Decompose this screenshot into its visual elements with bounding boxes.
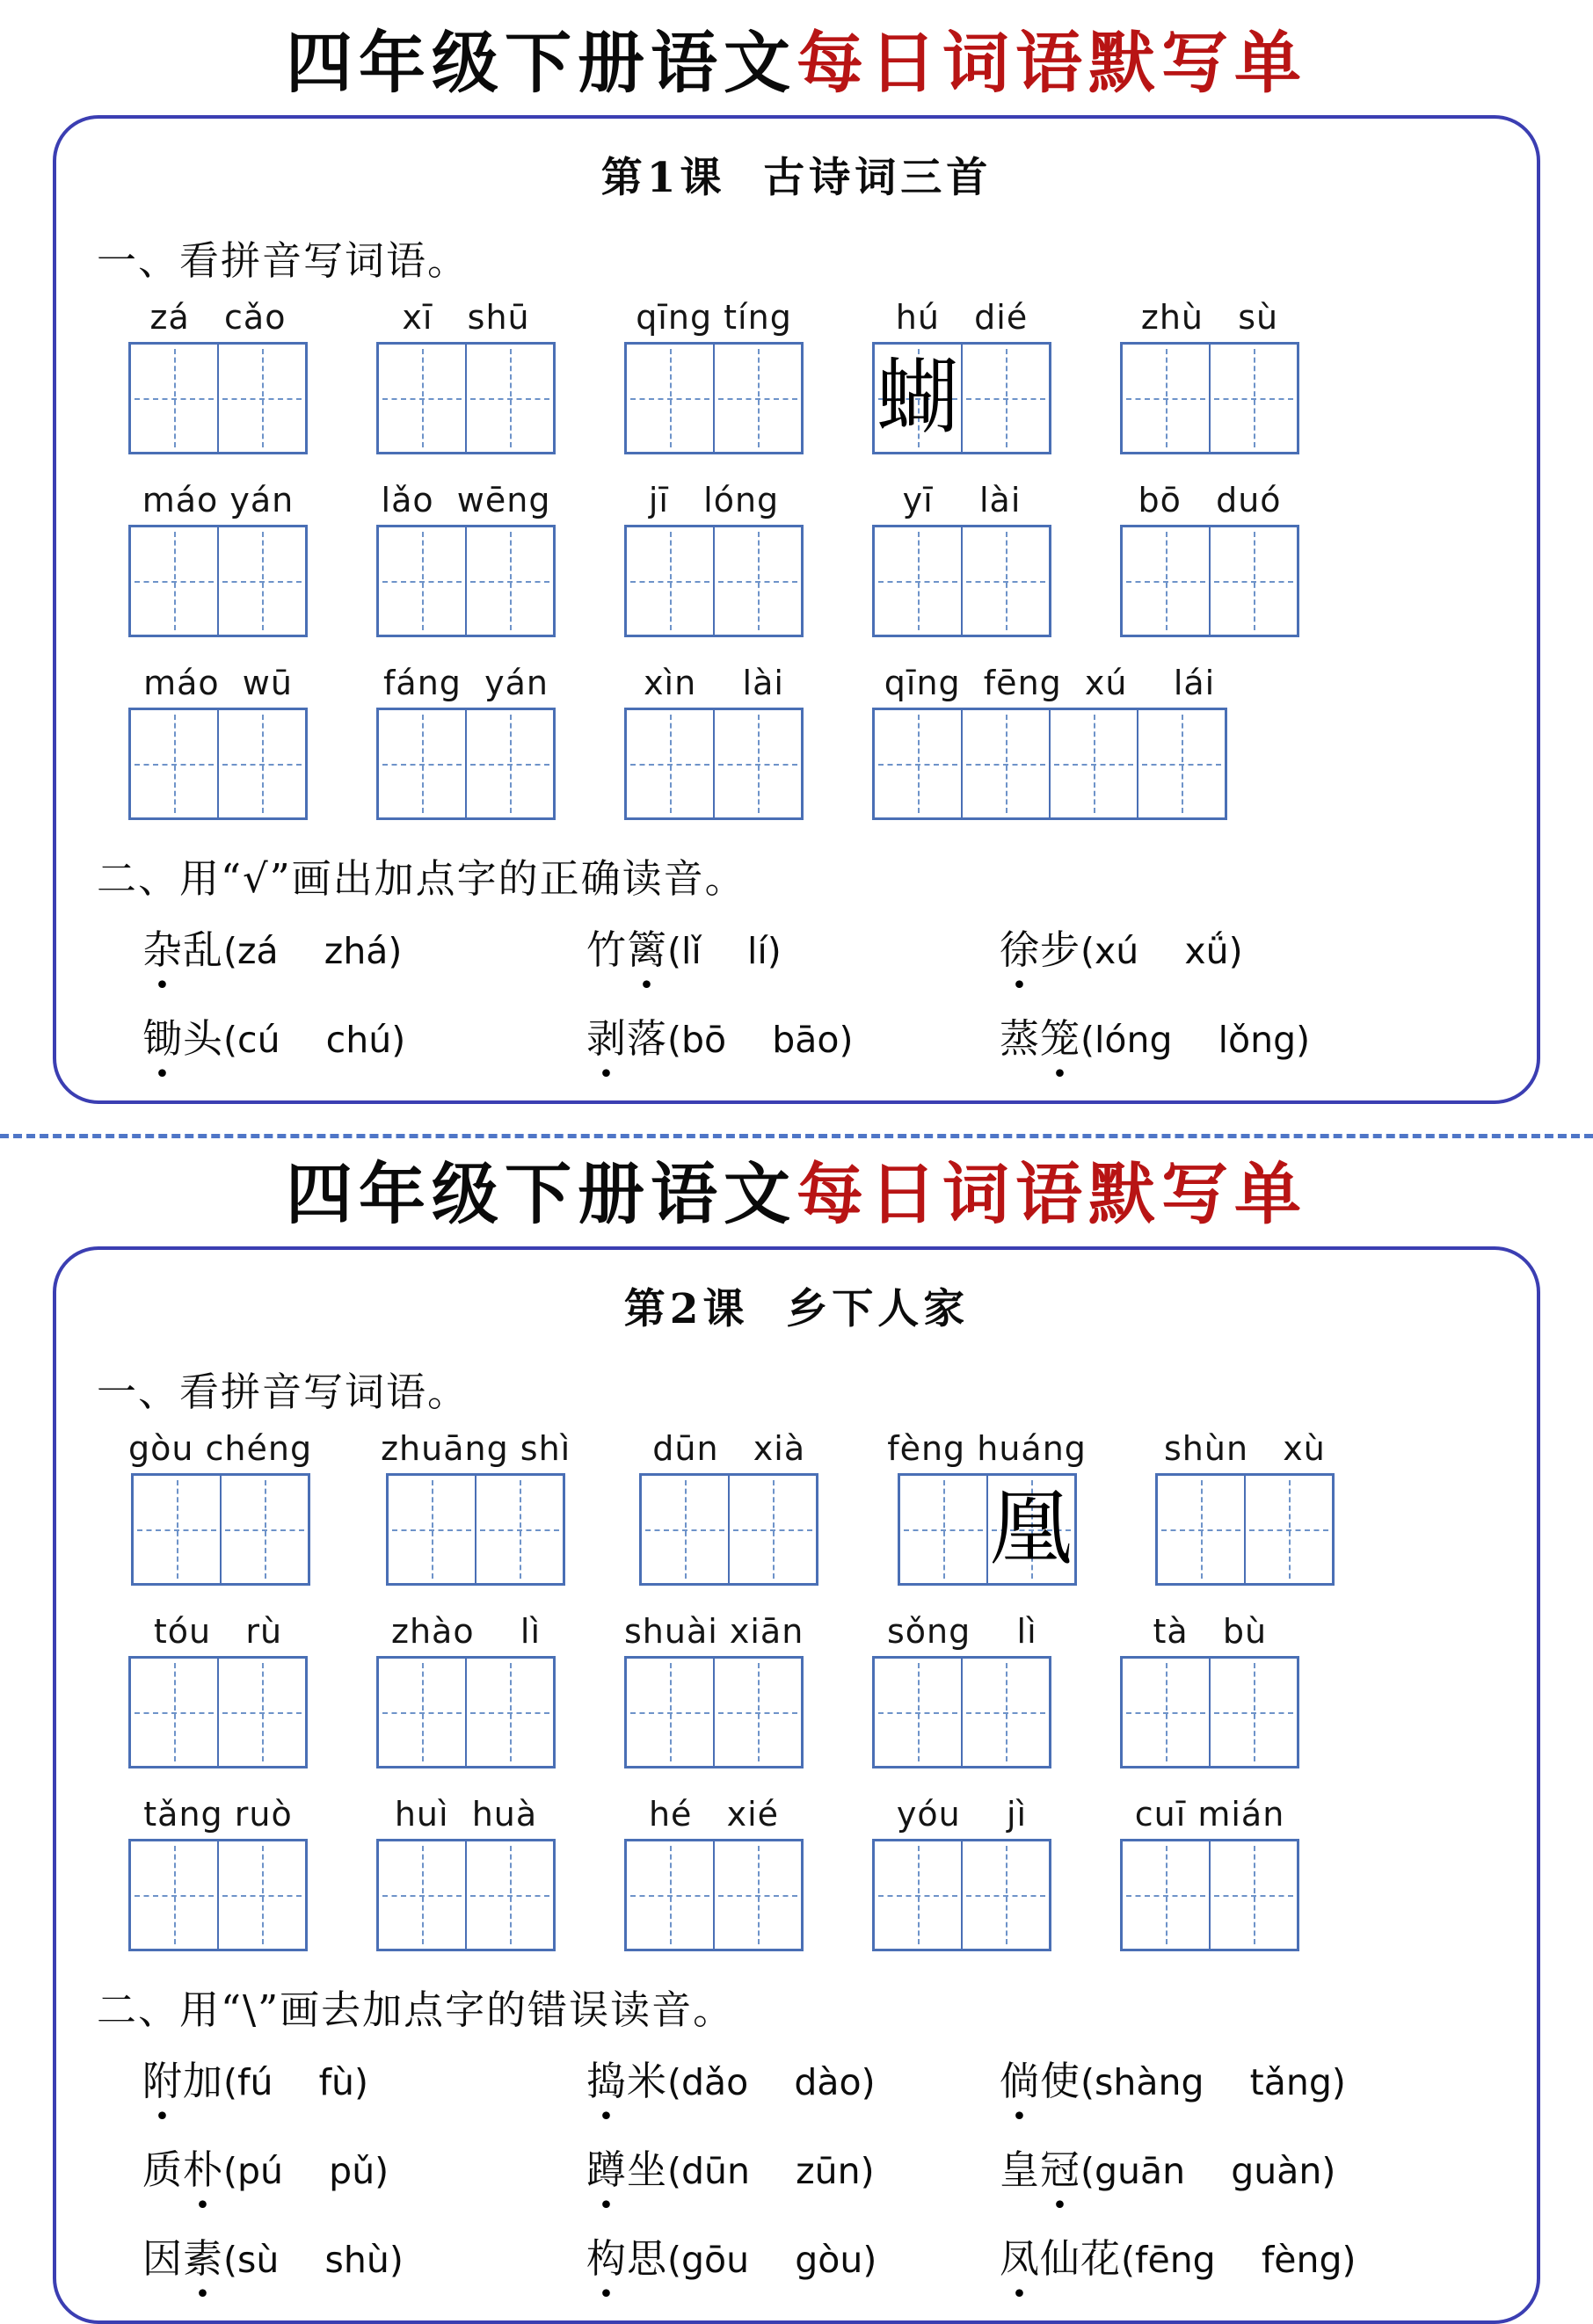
lesson1-title: 第1课 古诗词三首 xyxy=(600,154,993,203)
writing-grid xyxy=(128,1656,308,1768)
pronunciation-options[interactable]: (lǐ lí) xyxy=(667,930,782,973)
grid-cell[interactable] xyxy=(627,710,713,817)
dotted-character: 附 xyxy=(142,2058,184,2105)
word-character: 花 xyxy=(1080,2235,1122,2283)
dictation-word-block xyxy=(128,1612,308,1768)
grid-cell[interactable] xyxy=(217,710,305,817)
dictation-word-block xyxy=(376,481,556,637)
grid-cell[interactable] xyxy=(131,527,217,635)
dictation-word-block xyxy=(128,481,308,637)
grid-cell[interactable] xyxy=(134,1476,220,1583)
grid-cell[interactable] xyxy=(713,345,801,452)
dotted-character: 捣 xyxy=(586,2058,628,2105)
pinyin-label: máo wū xyxy=(143,664,293,703)
writing-grid xyxy=(898,1473,1077,1586)
item-word xyxy=(1000,2049,1080,2106)
item-word xyxy=(142,918,223,975)
pinyin-label: xī shū xyxy=(402,298,530,338)
pronunciation-options[interactable]: (cú chú) xyxy=(223,1019,406,1062)
grid-cell[interactable] xyxy=(1123,345,1209,452)
writing-grid xyxy=(872,525,1051,637)
pronunciation-options[interactable]: (zá zhá) xyxy=(223,930,403,973)
grid-cell[interactable] xyxy=(217,1841,305,1949)
grid-cell[interactable] xyxy=(389,1476,475,1583)
dotted-character: 徐 xyxy=(1000,926,1041,974)
word-character: 使 xyxy=(1040,2058,1081,2105)
grid-cell[interactable] xyxy=(713,1841,801,1949)
grid-cell[interactable] xyxy=(900,1476,986,1583)
dotted-character: 素 xyxy=(183,2235,224,2283)
writing-grid xyxy=(624,708,804,820)
grid-cell[interactable] xyxy=(465,1659,553,1766)
dictation-word-block xyxy=(1120,481,1299,637)
pinyin-label: xìn lài xyxy=(644,664,784,703)
dictation-row xyxy=(128,1795,1500,1951)
word-character: 落 xyxy=(627,1015,668,1063)
writing-grid xyxy=(128,708,308,820)
dotted-character: 杂 xyxy=(142,926,184,974)
dictation-word-block xyxy=(128,664,308,820)
word-character: 坐 xyxy=(627,2146,668,2194)
dictation-word-block xyxy=(381,1429,571,1586)
grid-cell[interactable] xyxy=(1209,1841,1297,1949)
item-word xyxy=(142,1006,223,1064)
writing-grid xyxy=(376,1656,556,1768)
dotted-character: 朴 xyxy=(183,2146,224,2194)
dotted-character: 凤 xyxy=(1000,2235,1041,2283)
pinyin-label: bō duó xyxy=(1138,481,1282,520)
pinyin-label: zhù sù xyxy=(1140,298,1279,338)
writing-grid xyxy=(1155,1473,1335,1586)
grid-cell[interactable] xyxy=(1137,710,1225,817)
dictation-word-block xyxy=(872,1795,1051,1951)
pinyin-label: zhào lì xyxy=(391,1612,541,1652)
grid-cell[interactable] xyxy=(961,345,1049,452)
dotted-character: 冠 xyxy=(1040,2146,1081,2194)
pronunciation-item xyxy=(1000,1006,1500,1064)
pinyin-label: tà bù xyxy=(1153,1612,1268,1652)
pinyin-label: zá cǎo xyxy=(149,298,287,338)
grid-cell[interactable] xyxy=(713,527,801,635)
word-character: 蒸 xyxy=(1000,1015,1041,1063)
word-character: 加 xyxy=(183,2058,224,2105)
writing-grid xyxy=(872,1656,1051,1768)
writing-grid xyxy=(376,525,556,637)
grid-cell[interactable] xyxy=(379,527,465,635)
pronunciation-item xyxy=(1000,2138,1500,2195)
grid-cell[interactable] xyxy=(728,1476,816,1583)
dashed-page-divider xyxy=(0,1134,1593,1138)
pinyin-label: sǒng lì xyxy=(886,1612,1037,1652)
writing-grid xyxy=(128,342,308,454)
dictation-word-block xyxy=(128,298,308,454)
pinyin-label: yī lài xyxy=(902,481,1022,520)
dictation-word-block xyxy=(376,1795,556,1951)
grid-cell[interactable] xyxy=(379,1659,465,1766)
dictation-word-block xyxy=(872,1612,1051,1768)
writing-grid xyxy=(376,342,556,454)
lesson2-pronunciation-items xyxy=(142,2049,1500,2284)
writing-grid xyxy=(624,342,804,454)
grid-cell[interactable] xyxy=(1244,1476,1332,1583)
grid-cell[interactable] xyxy=(875,527,961,635)
lesson1-dictation-grids xyxy=(93,298,1500,820)
pinyin-label: dūn xià xyxy=(652,1429,806,1469)
dictation-word-block xyxy=(376,298,556,454)
pronunciation-item xyxy=(586,1006,1000,1064)
pinyin-label: huì huà xyxy=(394,1795,538,1834)
dictation-word-block xyxy=(128,1795,308,1951)
grid-cell[interactable] xyxy=(642,1476,728,1583)
pronunciation-item xyxy=(586,2049,1000,2106)
dotted-character: 蹲 xyxy=(586,2146,628,2194)
grid-cell[interactable] xyxy=(875,1659,961,1766)
pinyin-label: yóu jì xyxy=(896,1795,1028,1834)
writing-grid xyxy=(386,1473,565,1586)
item-word xyxy=(1000,2226,1121,2284)
lesson2-title: 第2课 乡下人家 xyxy=(623,1285,970,1334)
pronunciation-item xyxy=(586,2226,1000,2284)
item-word xyxy=(1000,918,1080,975)
pronunciation-options[interactable]: (fú fù) xyxy=(223,2061,368,2104)
word-character: 仙 xyxy=(1040,2235,1081,2283)
grid-cell[interactable] xyxy=(465,1841,553,1949)
lesson1-q2-prompt: 二、用“√”画出加点字的正确读音。 xyxy=(97,855,746,903)
pronunciation-item xyxy=(586,2138,1000,2195)
word-character: 米 xyxy=(627,2058,668,2105)
grid-cell[interactable] xyxy=(986,1476,1074,1583)
writing-grid xyxy=(872,708,1227,820)
item-word xyxy=(586,2138,667,2195)
grid-cell[interactable] xyxy=(627,1841,713,1949)
item-word xyxy=(1000,2138,1080,2195)
grid-cell[interactable] xyxy=(131,1659,217,1766)
grid-cell[interactable] xyxy=(1123,527,1209,635)
dictation-word-block xyxy=(872,298,1051,454)
grid-cell[interactable] xyxy=(627,1659,713,1766)
word-character: 乱 xyxy=(183,926,224,974)
page-title-2 xyxy=(0,1154,1593,1234)
pinyin-label: lǎo wēng xyxy=(381,481,551,520)
dictation-word-block xyxy=(1120,1612,1299,1768)
pronunciation-options[interactable]: (shàng tǎng) xyxy=(1080,2061,1346,2104)
dictation-word-block xyxy=(376,1612,556,1768)
grid-cell[interactable] xyxy=(465,345,553,452)
item-word xyxy=(586,2226,667,2284)
grid-cell[interactable] xyxy=(713,710,801,817)
writing-grid xyxy=(624,1656,804,1768)
grid-cell[interactable] xyxy=(217,1659,305,1766)
lesson2-dictation-grids xyxy=(93,1429,1500,1951)
writing-grid xyxy=(1120,1839,1299,1951)
dictation-row xyxy=(128,1429,1500,1586)
pronunciation-options[interactable]: (bō bāo) xyxy=(667,1019,854,1062)
writing-grid xyxy=(624,525,804,637)
word-character: 步 xyxy=(1040,926,1081,974)
prefilled-character: 凰 xyxy=(989,1481,1073,1578)
grid-cell[interactable] xyxy=(961,1659,1049,1766)
pronunciation-item xyxy=(586,918,1000,975)
grid-cell[interactable] xyxy=(961,1841,1049,1949)
word-character: 皇 xyxy=(1000,2146,1041,2194)
dictation-word-block xyxy=(1120,298,1299,454)
page-title-1 xyxy=(0,23,1593,103)
grid-cell[interactable] xyxy=(131,345,217,452)
pinyin-label: hé xié xyxy=(648,1795,780,1834)
grid-cell[interactable] xyxy=(627,527,713,635)
grid-cell[interactable] xyxy=(379,710,465,817)
item-word xyxy=(1000,1006,1080,1064)
grid-cell[interactable] xyxy=(875,710,961,817)
page-title-1-black: 四年级下册语文 xyxy=(286,24,796,102)
grid-cell[interactable] xyxy=(465,527,553,635)
writing-grid xyxy=(128,1839,308,1951)
grid-cell[interactable] xyxy=(465,710,553,817)
writing-grid xyxy=(1120,342,1299,454)
writing-grid xyxy=(376,1839,556,1951)
dictation-word-block xyxy=(887,1429,1087,1586)
grid-cell[interactable] xyxy=(713,1659,801,1766)
grid-cell[interactable] xyxy=(1209,1659,1297,1766)
writing-grid xyxy=(872,342,1051,454)
pinyin-label: cuī mián xyxy=(1134,1795,1285,1834)
lesson1-q1-prompt: 一、看拼音写词语。 xyxy=(97,237,469,285)
dictation-row xyxy=(128,298,1500,454)
dictation-word-block xyxy=(624,1795,804,1951)
grid-cell[interactable] xyxy=(379,1841,465,1949)
grid-cell[interactable] xyxy=(220,1476,308,1583)
word-character: 竹 xyxy=(586,926,628,974)
prefilled-character: 蝴 xyxy=(876,350,959,447)
grid-cell[interactable] xyxy=(1123,1841,1209,1949)
lesson2-sheet xyxy=(53,1246,1540,2324)
grid-cell[interactable] xyxy=(379,345,465,452)
pronunciation-options[interactable]: (dǎo dào) xyxy=(667,2061,876,2104)
dictation-word-block xyxy=(1155,1429,1335,1586)
dictation-word-block xyxy=(624,298,804,454)
grid-cell[interactable] xyxy=(875,345,961,452)
item-word xyxy=(586,1006,667,1064)
pronunciation-options[interactable]: (pú pǔ) xyxy=(223,2150,389,2193)
grid-cell[interactable] xyxy=(1209,527,1297,635)
grid-cell[interactable] xyxy=(217,527,305,635)
grid-cell[interactable] xyxy=(131,1841,217,1949)
writing-grid xyxy=(1120,1656,1299,1768)
lesson1-pronunciation-items xyxy=(142,918,1500,1064)
pinyin-label: fáng yán xyxy=(383,664,549,703)
grid-cell[interactable] xyxy=(961,710,1049,817)
lesson1-sheet xyxy=(53,115,1540,1104)
writing-grid xyxy=(131,1473,310,1586)
pinyin-label: shùn xù xyxy=(1163,1429,1326,1469)
pronunciation-item xyxy=(142,1006,586,1064)
pronunciation-item xyxy=(142,918,586,975)
pronunciation-options[interactable]: (fēng fèng) xyxy=(1121,2239,1357,2282)
dictation-word-block xyxy=(639,1429,818,1586)
grid-cell[interactable] xyxy=(217,345,305,452)
grid-cell[interactable] xyxy=(475,1476,563,1583)
writing-grid xyxy=(1120,525,1299,637)
pronunciation-options[interactable]: (sù shù) xyxy=(223,2239,404,2282)
dictation-row xyxy=(128,664,1500,820)
pinyin-label: máo yán xyxy=(142,481,295,520)
pinyin-label: jī lóng xyxy=(648,481,780,520)
dictation-word-block xyxy=(624,481,804,637)
dictation-word-block xyxy=(624,1612,804,1768)
pinyin-label: tǎng ruò xyxy=(143,1795,293,1834)
dictation-word-block xyxy=(128,1429,312,1586)
pinyin-label: hú dié xyxy=(895,298,1029,338)
pinyin-label: qīng tíng xyxy=(636,298,792,338)
item-word xyxy=(586,918,667,975)
grid-cell[interactable] xyxy=(131,710,217,817)
dictation-word-block xyxy=(624,664,804,820)
pronunciation-item xyxy=(142,2049,586,2106)
writing-grid xyxy=(128,525,308,637)
item-word xyxy=(142,2049,223,2106)
pronunciation-options[interactable]: (dūn zūn) xyxy=(667,2150,875,2193)
pronunciation-options[interactable]: (gōu gòu) xyxy=(667,2239,877,2282)
writing-grid xyxy=(872,1839,1051,1951)
pronunciation-item xyxy=(142,2138,586,2195)
dotted-character: 笼 xyxy=(1040,1015,1081,1063)
pronunciation-item xyxy=(1000,918,1500,975)
grid-cell[interactable] xyxy=(1209,345,1297,452)
pinyin-label: qīng fēng xú lái xyxy=(884,664,1216,703)
grid-cell[interactable] xyxy=(1123,1659,1209,1766)
item-word xyxy=(142,2226,223,2284)
dictation-word-block xyxy=(872,664,1227,820)
page-title-2-black: 四年级下册语文 xyxy=(286,1155,796,1234)
pinyin-label: fèng huáng xyxy=(887,1429,1087,1469)
dotted-character: 篱 xyxy=(627,926,668,974)
dotted-character: 剥 xyxy=(586,1015,628,1063)
dictation-row xyxy=(128,481,1500,637)
pinyin-label: shuài xiān xyxy=(624,1612,804,1652)
lesson2-q2-prompt: 二、用“\”画去加点字的错误读音。 xyxy=(97,1986,735,2034)
writing-grid xyxy=(624,1839,804,1951)
grid-cell[interactable] xyxy=(1049,710,1137,817)
dotted-character: 倘 xyxy=(1000,2058,1041,2105)
dictation-word-block xyxy=(1120,1795,1299,1951)
grid-cell[interactable] xyxy=(1158,1476,1244,1583)
word-character: 思 xyxy=(627,2235,668,2283)
word-character: 头 xyxy=(183,1015,224,1063)
writing-grid xyxy=(639,1473,818,1586)
dictation-row xyxy=(128,1612,1500,1768)
grid-cell[interactable] xyxy=(627,345,713,452)
page-title-1-red: 每日词语默写单 xyxy=(796,24,1307,102)
page-title-2-red: 每日词语默写单 xyxy=(796,1155,1307,1234)
word-character: 因 xyxy=(142,2235,184,2283)
dictation-word-block xyxy=(872,481,1051,637)
grid-cell[interactable] xyxy=(875,1841,961,1949)
grid-cell[interactable] xyxy=(961,527,1049,635)
lesson2-q1-prompt: 一、看拼音写词语。 xyxy=(97,1369,469,1416)
pronunciation-item xyxy=(142,2226,586,2284)
pinyin-label: zhuāng shì xyxy=(381,1429,571,1469)
dictation-word-block xyxy=(376,664,556,820)
dotted-character: 构 xyxy=(586,2235,628,2283)
writing-grid xyxy=(376,708,556,820)
pronunciation-item xyxy=(1000,2226,1500,2284)
pinyin-label: gòu chéng xyxy=(128,1429,313,1469)
item-word xyxy=(586,2049,667,2106)
pronunciation-options[interactable]: (xú xǘ) xyxy=(1080,930,1243,973)
pronunciation-options[interactable]: (guān guàn) xyxy=(1080,2150,1336,2193)
item-word xyxy=(142,2138,223,2195)
pronunciation-item xyxy=(1000,2049,1500,2106)
word-character: 质 xyxy=(142,2146,184,2194)
dotted-character: 锄 xyxy=(142,1015,184,1063)
pinyin-label: tóu rù xyxy=(153,1612,283,1652)
pronunciation-options[interactable]: (lóng lǒng) xyxy=(1080,1019,1311,1062)
